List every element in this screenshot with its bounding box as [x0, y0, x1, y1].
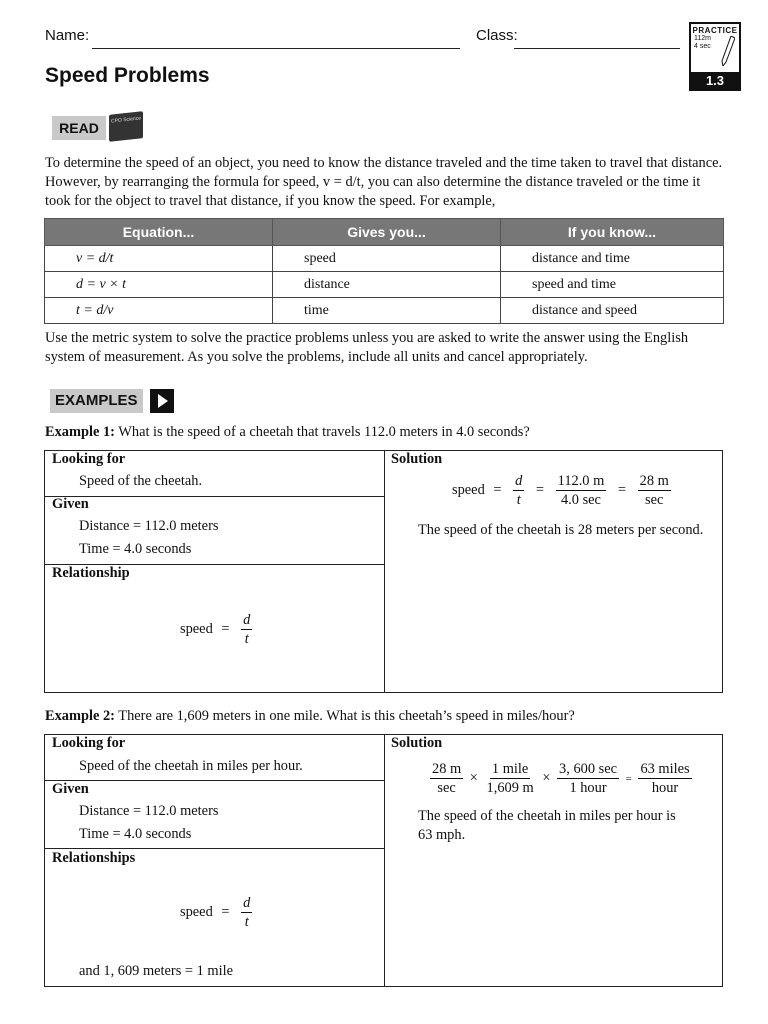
table-cell: distance and speed	[501, 298, 724, 324]
example1-question	[45, 424, 530, 441]
practice-badge	[689, 22, 741, 91]
looking-for-heading: Looking for	[52, 735, 126, 751]
fraction-denominator: t	[244, 914, 249, 930]
fraction-numerator: 63 miles	[640, 761, 690, 777]
equals-sign: =	[617, 481, 627, 498]
times-sign: ×	[469, 769, 478, 786]
fraction-denominator: 1,609 m	[486, 780, 534, 796]
given-time: Time = 4.0 seconds	[79, 826, 192, 842]
book-icon: CPO Science	[109, 111, 143, 142]
example2-question	[45, 708, 575, 725]
badge-number: 1.3	[691, 72, 739, 89]
example1-answer: The speed of the cheetah is 28 meters per second.	[418, 522, 704, 538]
conversion-relationship: and 1, 609 meters = 1 mile	[79, 963, 233, 979]
table-row	[45, 246, 724, 272]
equals-sign: =	[221, 620, 230, 637]
play-arrow-icon	[150, 389, 174, 413]
fraction-numerator: 112.0 m	[557, 473, 605, 489]
fraction-denominator: t	[244, 631, 249, 647]
badge-line1: 112m	[694, 35, 711, 42]
fraction-denominator: 1 hour	[569, 780, 607, 796]
solution-heading: Solution	[391, 451, 443, 467]
table-cell: v = d/t	[45, 246, 273, 272]
class-field[interactable]	[514, 48, 680, 49]
given-heading: Given	[52, 781, 89, 797]
solution-equation	[452, 472, 674, 509]
class-label: Class:	[476, 27, 518, 44]
fraction-numerator: d	[243, 612, 251, 628]
looking-for-text: Speed of the cheetah.	[79, 473, 203, 489]
divider	[384, 450, 385, 693]
table-cell: speed	[273, 246, 501, 272]
table-cell: distance and time	[501, 246, 724, 272]
metric-note: Use the metric system to solve the practice problems unless you are asked to write the answer using the English system of measurement. As you solve the problems, include all units and cancel appropriately.	[45, 330, 689, 365]
given-distance: Distance = 112.0 meters	[79, 518, 219, 534]
table-row	[45, 272, 724, 298]
looking-for-text: Speed of the cheetah in miles per hour.	[79, 758, 303, 774]
table-row	[45, 298, 724, 324]
fraction-denominator: hour	[651, 780, 679, 796]
equals-sign: =	[625, 772, 632, 785]
example1-text: What is the speed of a cheetah that travels 112.0 meters in 4.0 seconds?	[118, 424, 530, 440]
relationship-equation	[180, 894, 255, 931]
table-header-equation: Equation...	[45, 219, 273, 246]
example1-label: Example 1:	[45, 424, 115, 440]
pencil-icon	[721, 36, 735, 66]
read-label: READ	[52, 116, 106, 140]
equals-sign: =	[493, 481, 502, 498]
fraction-denominator: t	[516, 492, 521, 508]
fraction-numerator: 1 mile	[491, 761, 529, 777]
table-cell: d = v × t	[45, 272, 273, 298]
speed-word: speed	[180, 903, 213, 920]
relationships-heading: Relationships	[52, 850, 136, 866]
example2-text: There are 1,609 meters in one mile. What is this cheetah’s speed in miles/hour?	[118, 708, 575, 724]
fraction-numerator: 3, 600 sec	[559, 761, 617, 777]
name-field[interactable]	[92, 48, 460, 49]
solution-equation	[427, 760, 695, 797]
table-cell: speed and time	[501, 272, 724, 298]
intro-paragraph: To determine the speed of an object, you need to know the distance traveled and the time taken to travel that distance. However, by rearranging the formula for speed, v = d/t, you can also determine the distance traveled or the time it took for the object to travel that distance, if you know the speed. For example,	[45, 155, 723, 209]
badge-title: PRACTICE	[692, 26, 738, 35]
table-cell: t = d/v	[45, 298, 273, 324]
page-title: Speed Problems	[45, 64, 210, 87]
divider	[44, 496, 384, 497]
examples-label: EXAMPLES	[50, 389, 143, 413]
looking-for-heading: Looking for	[52, 451, 126, 467]
relationship-equation	[180, 611, 255, 648]
given-distance: Distance = 112.0 meters	[79, 803, 219, 819]
fraction-numerator: 28 m	[432, 761, 462, 777]
fraction-denominator: sec	[645, 492, 664, 508]
times-sign: ×	[542, 769, 551, 786]
table-header-gives: Gives you...	[273, 219, 501, 246]
divider	[384, 734, 385, 987]
divider	[44, 848, 384, 849]
relationship-heading: Relationship	[52, 565, 130, 581]
speed-word: speed	[180, 620, 213, 637]
name-label: Name:	[45, 27, 90, 44]
example2-answer-line1: The speed of the cheetah in miles per hour is	[418, 808, 676, 824]
table-cell: distance	[273, 272, 501, 298]
speed-word: speed	[452, 481, 485, 498]
equals-sign: =	[221, 903, 230, 920]
equals-sign: =	[535, 481, 545, 498]
fraction-numerator: d	[515, 473, 523, 489]
fraction-numerator: 28 m	[639, 473, 669, 489]
badge-line2: 4 sec	[694, 43, 711, 50]
equation-table	[44, 218, 724, 324]
fraction-denominator: sec	[437, 780, 456, 796]
given-time: Time = 4.0 seconds	[79, 541, 192, 557]
fraction-numerator: d	[243, 895, 251, 911]
table-header-know: If you know...	[501, 219, 724, 246]
given-heading: Given	[52, 496, 89, 512]
table-cell: time	[273, 298, 501, 324]
solution-heading: Solution	[391, 735, 443, 751]
example2-label: Example 2:	[45, 708, 115, 724]
divider	[44, 780, 384, 781]
fraction-denominator: 4.0 sec	[560, 492, 601, 508]
example2-answer-line2: 63 mph.	[418, 827, 466, 843]
